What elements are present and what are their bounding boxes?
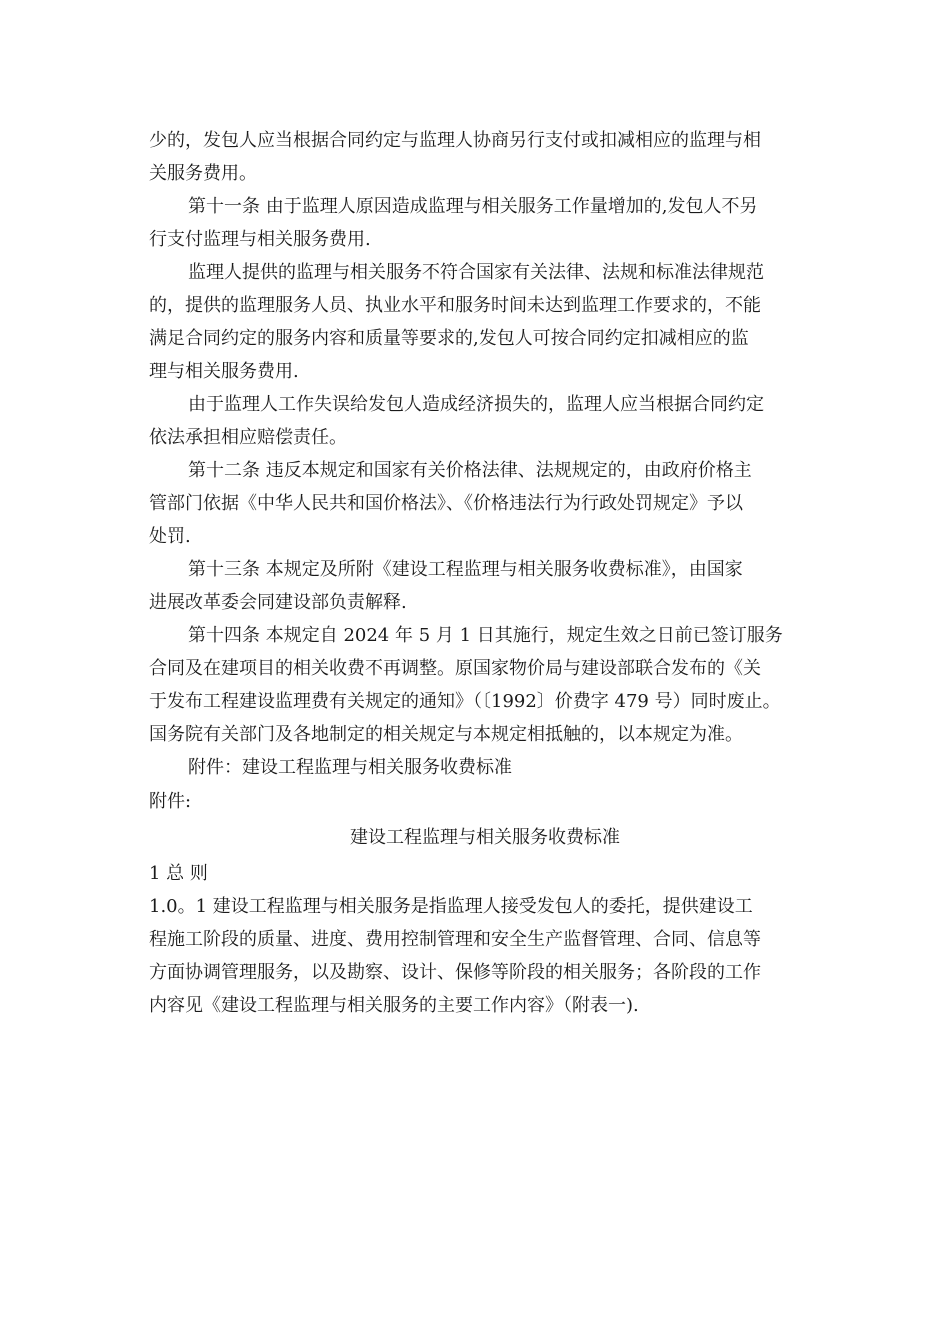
text-line: 关服务费用。 [149,163,257,184]
article-14-line: 第十四条 本规定自 2024 年 5 月 1 日其施行，规定生效之日前已签订服务 [188,625,783,646]
text-line: 方面协调管理服务，以及勘察、设计、保修等阶段的相关服务；各阶段的工作 [149,962,761,983]
text-line: 合同及在建项目的相关收费不再调整。原国家物价局与建设部联合发布的《关 [149,658,761,679]
attachment-note: 附件：建设工程监理与相关服务收费标准 [188,757,512,778]
text-line: 进展改革委会同建设部负责解释. [149,592,407,613]
text-line: 内容见《建设工程监理与相关服务的主要工作内容》（附表一). [149,995,639,1016]
article-13-line: 第十三条 本规定及所附《建设工程监理与相关服务收费标准》，由国家 [188,559,743,580]
attachment-label: 附件: [149,791,192,812]
text-line: 满足合同约定的服务内容和质量等要求的,发包人可按合同约定扣减相应的监 [149,328,749,349]
text-line: 程施工阶段的质量、进度、费用控制管理和安全生产监督管理、合同、信息等 [149,929,761,950]
attachment-title: 建设工程监理与相关服务收费标准 [350,827,620,848]
text-line: 理与相关服务费用. [149,361,299,382]
text-line: 于发布工程建设监理费有关规定的通知》（〔1992〕价费字 479 号）同时废止。 [149,691,781,712]
text-line: 国务院有关部门及各地制定的相关规定与本规定相抵触的，以本规定为准。 [149,724,743,745]
clause-line: 1.0。1 建设工程监理与相关服务是指监理人接受发包人的委托，提供建设工 [149,896,753,917]
section-heading: 1 总 则 [149,863,208,884]
article-11-line: 第十一条 由于监理人原因造成监理与相关服务工作量增加的,发包人不另 [188,196,758,217]
document-body [149,124,821,1022]
paragraph-start-line: 由于监理人工作失误给发包人造成经济损失的，监理人应当根据合同约定 [188,394,764,415]
paragraph-start-line: 监理人提供的监理与相关服务不符合国家有关法律、法规和标准法律规范 [188,262,764,283]
text-line: 依法承担相应赔偿责任。 [149,427,347,448]
text-line: 行支付监理与相关服务费用. [149,229,371,250]
text-line: 的，提供的监理服务人员、执业水平和服务时间未达到监理工作要求的，不能 [149,295,761,316]
text-line: 处罚. [149,526,191,547]
text-line: 少的，发包人应当根据合同约定与监理人协商另行支付或扣减相应的监理与相 [149,130,761,151]
article-12-line: 第十二条 违反本规定和国家有关价格法律、法规规定的，由政府价格主 [188,460,752,481]
text-line: 管部门依据《中华人民共和国价格法》、《价格违法行为行政处罚规定》予以 [149,493,743,514]
